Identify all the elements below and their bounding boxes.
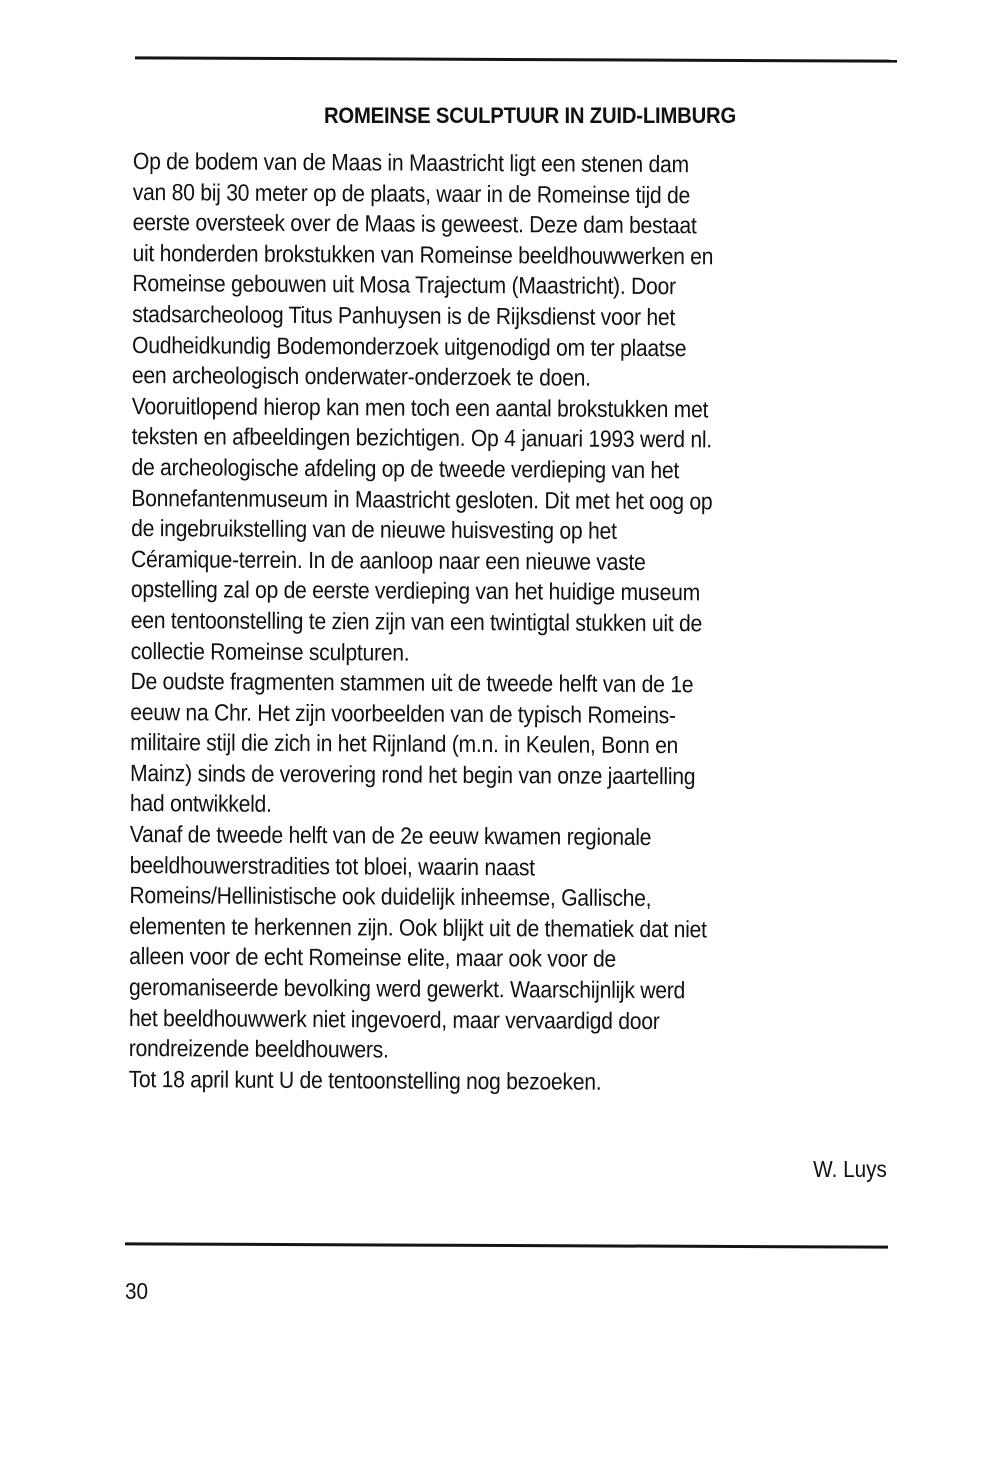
article-title: ROMEINSE SCULPTUUR IN ZUID-LIMBURG [323, 102, 737, 128]
body-line: geromaniseerde bevolking werd gewerkt. Waarschijnlijk werd [128, 974, 686, 1004]
body-line: de archeologische afdeling op de tweede verdieping van het [131, 453, 680, 484]
body-line: Op de bodem van de Maas in Maastricht ligt een stenen dam [132, 147, 689, 178]
body-line: alleen voor de echt Romeinse elite, maar ook voor de [129, 943, 617, 973]
article-body [129, 146, 853, 1099]
body-line: Romeinse gebouwen uit Mosa Trajectum (Maastricht). Door [132, 270, 676, 300]
body-line: collectie Romeinse sculpturen. [130, 637, 410, 666]
body-line: Mainz) sinds de verovering rond het begin van onze jaartelling [129, 759, 696, 790]
body-line: Céramique-terrein. In de aanloop naar een nieuwe vaste [130, 545, 646, 575]
body-line: teksten en afbeeldingen bezichtigen. Op 4 januari 1993 werd nl. [131, 423, 712, 453]
body-line: een archeologisch onderwater-onderzoek te doen. [131, 362, 591, 391]
body-line: Oudheidkundig Bodemonderzoek uitgenodigd om ter plaatse [132, 331, 687, 361]
body-line: elementen te herkennen zijn. Ook blijkt uit de thematiek dat niet [129, 912, 707, 943]
bottom-divider-rule [125, 1242, 888, 1248]
body-line: eerste oversteek over de Maas is geweest. Deze dam bestaat [132, 209, 697, 239]
body-line: Romeins/Hellinistische ook duidelijk inheemse, Gallische, [129, 882, 652, 912]
body-line: Vanaf de tweede helft van de 2e eeuw kwamen regionale [129, 821, 652, 851]
body-line: de ingebruikstelling van de nieuwe huisvesting op het [131, 515, 617, 544]
body-line: stadsarcheoloog Titus Panhuysen is de Rijksdienst voor het [132, 300, 676, 331]
body-line: een tentoonstelling te zien zijn van een twintigtal stukken uit de [130, 606, 703, 637]
body-line: eeuw na Chr. Het zijn voorbeelden van de typisch Romeins- [130, 698, 676, 728]
body-line: Bonnefantenmuseum in Maastricht gesloten. Dit met het oog op [131, 484, 713, 514]
page-number: 30 [125, 1278, 149, 1304]
body-line: uit honderden brokstukken van Romeinse beeldhouwwerken en [132, 239, 714, 270]
body-line: militaire stijl die zich in het Rijnland (m.n. in Keulen, Bonn en [130, 729, 679, 759]
body-line: opstelling zal op de eerste verdieping van het huidige museum [130, 576, 701, 606]
body-line: beeldhouwerstradities tot bloei, waarin naast [129, 851, 535, 881]
author-signature: W. Luys [813, 1156, 887, 1182]
body-line: van 80 bij 30 meter op de plaats, waar in de Romeinse tijd de [132, 178, 691, 208]
body-line: Tot 18 april kunt U de tentoonstelling nog bezoeken. [128, 1065, 602, 1095]
body-line: had ontwikkeld. [129, 790, 272, 818]
body-line: Vooruitlopend hierop kan men toch een aantal brokstukken met [131, 392, 709, 423]
body-line: De oudste fragmenten stammen uit de tweede helft van de 1e [130, 668, 694, 698]
body-line: het beeldhouwwerk niet ingevoerd, maar vervaardigd door [128, 1004, 660, 1034]
top-divider-rule [135, 56, 897, 62]
body-line: rondreizende beeldhouwers. [128, 1035, 389, 1063]
